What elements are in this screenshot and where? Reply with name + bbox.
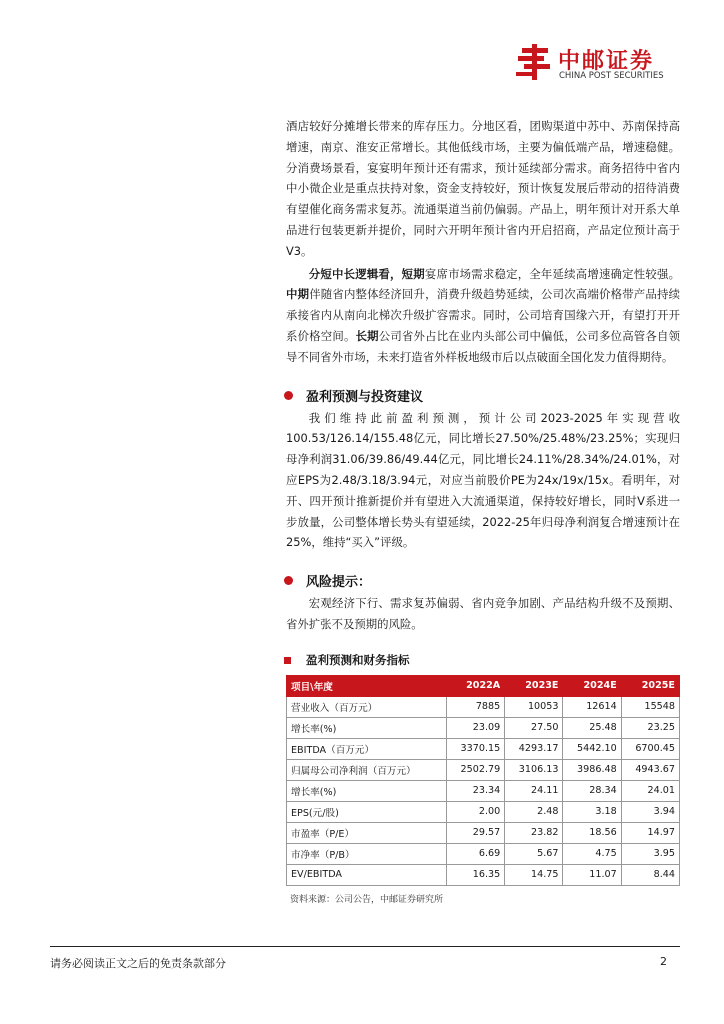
table-row — [287, 738, 680, 759]
table-cell: 6700.45 — [621, 738, 679, 759]
brand-name-cn: 中邮证券 — [558, 49, 655, 74]
section-title: 盈利预测与投资建议 — [306, 389, 424, 405]
table-cell: EV/EBITDA — [287, 864, 447, 885]
table-cell: 23.82 — [505, 822, 563, 843]
table-cell: 6.69 — [446, 843, 504, 864]
table-cell: 24.11 — [505, 780, 563, 801]
table-cell: 14.75 — [505, 864, 563, 885]
table-cell: 16.35 — [446, 864, 504, 885]
table-cell: 11.07 — [563, 864, 621, 885]
section-title: 风险提示： — [306, 575, 372, 591]
short-term-text: 宴席市场需求稳定，全年延续高增速确定性较强。 — [424, 266, 680, 281]
table-bullet-icon — [284, 657, 291, 664]
table-header-cell: 2025E — [621, 675, 679, 696]
table-cell: 14.97 — [621, 822, 679, 843]
table-header-row — [287, 675, 680, 696]
table-cell: 4293.17 — [505, 738, 563, 759]
company-logo — [514, 44, 694, 82]
table-cell: 市净率（P/B） — [287, 843, 447, 864]
table-header-cell: 2022A — [446, 675, 504, 696]
table-row — [287, 801, 680, 822]
table-cell: 23.25 — [621, 717, 679, 738]
table-cell: 2.48 — [505, 801, 563, 822]
table-cell: 3106.13 — [505, 759, 563, 780]
table-cell: 2.00 — [446, 801, 504, 822]
section-bullet-icon — [284, 576, 293, 585]
logic-lead: 分短中长逻辑看， — [308, 266, 402, 281]
table-cell: 2502.79 — [446, 759, 504, 780]
table-cell: 5.67 — [505, 843, 563, 864]
section-heading-risk — [286, 571, 680, 593]
long-term-label: 长期 — [355, 328, 379, 343]
footer-disclaimer: 请务必阅读正文之后的免责条款部分 — [50, 957, 226, 970]
table-cell: 增长率(%) — [287, 780, 447, 801]
table-cell: 25.48 — [563, 717, 621, 738]
section-bullet-icon — [284, 391, 293, 400]
table-cell: EPS(元/股) — [287, 801, 447, 822]
table-row — [287, 822, 680, 843]
table-cell: 7885 — [446, 696, 504, 717]
table-cell: 24.01 — [621, 780, 679, 801]
main-content — [286, 116, 680, 905]
table-cell: 3986.48 — [563, 759, 621, 780]
table-cell: 28.34 — [563, 780, 621, 801]
table-row — [287, 864, 680, 885]
table-cell: 营业收入（百万元） — [287, 696, 447, 717]
table-cell: 3.94 — [621, 801, 679, 822]
table-cell: 18.56 — [563, 822, 621, 843]
table-header-cell: 项目\年度 — [287, 675, 447, 696]
table-cell: 10053 — [505, 696, 563, 717]
forecast-paragraph: 我们维持此前盈利预测，预计公司2023-2025年实现营收100.53/126.14/155.48亿元，同比增长27.50%/25.48%/23.25%；实现归母净利润31.06/39.86/49.44亿元，同比增长24.11%/28.34%/24.01%，对应EPS为2.48/3.18/3.94元，对应当前股价PE为24x/19x/15x。看明年，对开、四开预计推新提价并有望进入大流通渠道，保持较好增长，同时V系进一步放量，公司整体增长势头有望延续，2022-25年归母净利润复合增速预计在25%，维持“买入”评级。 — [286, 410, 680, 550]
financial-table — [286, 675, 680, 886]
table-cell: 3370.15 — [446, 738, 504, 759]
long-term-text: 公司省外占比在业内头部公司中偏低，公司多位高管各自领导不同省外市场，未来打造省外样板地级市后以点破面全国化发力值得期待。 — [286, 328, 680, 364]
table-cell: 5442.10 — [563, 738, 621, 759]
table-cell: 8.44 — [621, 864, 679, 885]
table-source: 资料来源：公司公告，中邮证券研究所 — [290, 894, 444, 905]
table-cell: 29.57 — [446, 822, 504, 843]
table-row — [287, 780, 680, 801]
table-header-cell: 2023E — [505, 675, 563, 696]
section-heading-forecast — [286, 386, 680, 408]
footer-divider — [50, 946, 680, 947]
china-post-logo-icon — [514, 44, 554, 80]
table-title: 盈利预测和财务指标 — [306, 652, 410, 667]
table-cell: 23.09 — [446, 717, 504, 738]
table-cell: 23.34 — [446, 780, 504, 801]
table-row — [287, 759, 680, 780]
table-heading — [286, 651, 680, 671]
risk-paragraph: 宏观经济下行、需求复苏偏弱、省内竞争加剧、产品结构升级不及预期、省外扩张不及预期的风险。 — [286, 596, 680, 631]
table-header-cell: 2024E — [563, 675, 621, 696]
table-cell: 市盈率（P/E） — [287, 822, 447, 843]
table-cell: 4943.67 — [621, 759, 679, 780]
table-row — [287, 717, 680, 738]
mid-term-label: 中期 — [286, 287, 310, 302]
table-cell: 15548 — [621, 696, 679, 717]
table-cell: EBITDA（百万元） — [287, 738, 447, 759]
table-cell: 12614 — [563, 696, 621, 717]
table-cell: 3.18 — [563, 801, 621, 822]
mid-term-text: 伴随省内整体经济回升，消费升级趋势延续，公司次高端价格带产品持续承接省内从南向北梯次升级扩容需求。同时，公司培育国缘六开，有望打开开系价格空间。 — [286, 287, 680, 343]
body-paragraph-2 — [286, 264, 680, 368]
table-cell: 27.50 — [505, 717, 563, 738]
short-term-label: 短期 — [401, 266, 425, 281]
table-cell: 增长率(%) — [287, 717, 447, 738]
page-number: 2 — [660, 955, 667, 968]
table-cell: 归属母公司净利润（百万元） — [287, 759, 447, 780]
table-cell: 3.95 — [621, 843, 679, 864]
body-paragraph-1: 酒店较好分摊增长带来的库存压力。分地区看，团购渠道中苏中、苏南保持高增速，南京、淮安正常增长。其他低线市场，主要为偏低端产品，增速稳健。分消费场景看，宴宴明年预计还有需求，预计延续部分需求。商务招待中省内中小微企业是重点扶持对象，资金支持较好，预计恢复发展后带动的招待消费有望催化商务需求复苏。流通渠道当前仍偏弱。产品上，明年预计对开系大单品进行包装更新并提价，同时六开明年预计省内开启招商，产品定位预计高于V3。 — [286, 119, 680, 258]
table-row — [287, 843, 680, 864]
table-cell: 4.75 — [563, 843, 621, 864]
table-row — [287, 696, 680, 717]
brand-name-en: CHINA POST SECURITIES — [559, 71, 664, 81]
